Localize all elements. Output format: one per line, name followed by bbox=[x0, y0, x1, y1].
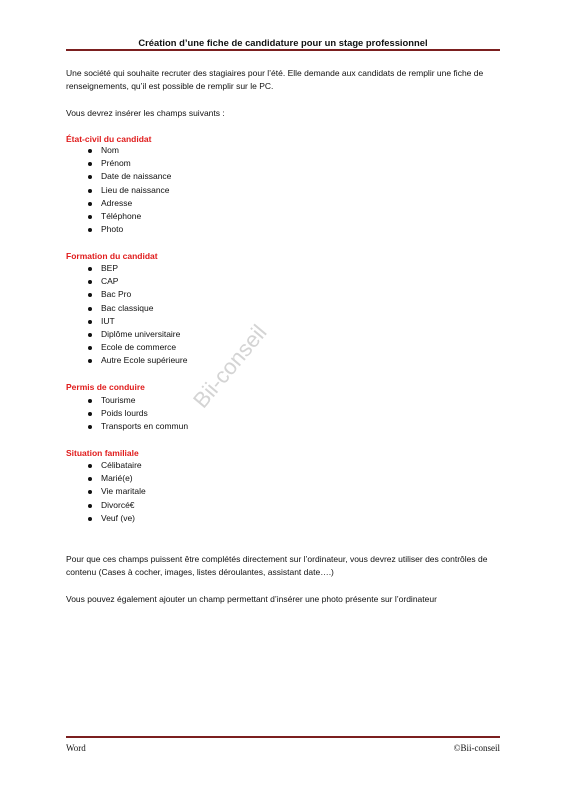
list-item: Célibataire bbox=[88, 459, 146, 472]
list-item: Marié(e) bbox=[88, 472, 146, 485]
list-item: BEP bbox=[88, 262, 187, 275]
list-item: IUT bbox=[88, 315, 187, 328]
list-item: CAP bbox=[88, 275, 187, 288]
footer-rule bbox=[66, 736, 500, 738]
formation-list bbox=[88, 262, 187, 368]
list-item: Prénom bbox=[88, 157, 171, 170]
etat-civil-list bbox=[88, 144, 171, 236]
section-title-permis: Permis de conduire bbox=[66, 382, 145, 392]
list-item: Photo bbox=[88, 223, 171, 236]
footer-left-text: Word bbox=[66, 743, 86, 753]
list-item: Poids lourds bbox=[88, 407, 188, 420]
instruction-paragraph: Vous devrez insérer les champs suivants : bbox=[66, 108, 225, 118]
permis-list bbox=[88, 394, 188, 434]
list-item: Bac Pro bbox=[88, 288, 187, 301]
section-title-formation: Formation du candidat bbox=[66, 251, 158, 261]
controls-paragraph: Pour que ces champs puissent être complétés directement sur l’ordinateur, vous devrez utiliser des contrôles de contenu (Cases à cocher, images, listes déroulantes, assistant date….) bbox=[66, 554, 488, 578]
intro-paragraph: Une société qui souhaite recruter des stagiaires pour l’été. Elle demande aux candidats de remplir une fiche de renseignements, qu’il est possible de remplir sur le PC. bbox=[66, 68, 484, 92]
watermark: Bii-conseil bbox=[188, 319, 272, 413]
list-item: Adresse bbox=[88, 197, 171, 210]
list-item: Vie maritale bbox=[88, 485, 146, 498]
page-title: Création d’une fiche de candidature pour un stage professionnel bbox=[138, 37, 428, 48]
list-item: Bac classique bbox=[88, 302, 187, 315]
list-item: Veuf (ve) bbox=[88, 512, 146, 525]
footer-right-text: ©Bii-conseil bbox=[453, 743, 500, 753]
situation-list bbox=[88, 459, 146, 525]
list-item: Tourisme bbox=[88, 394, 188, 407]
list-item: Lieu de naissance bbox=[88, 184, 171, 197]
list-item: Ecole de commerce bbox=[88, 341, 187, 354]
list-item: Diplôme universitaire bbox=[88, 328, 187, 341]
photo-paragraph: Vous pouvez également ajouter un champ permettant d’insérer une photo présente sur l’ordinateur bbox=[66, 594, 437, 604]
list-item: Nom bbox=[88, 144, 171, 157]
section-title-etat-civil: État-civil du candidat bbox=[66, 134, 152, 144]
list-item: Téléphone bbox=[88, 210, 171, 223]
list-item: Transports en commun bbox=[88, 420, 188, 433]
list-item: Date de naissance bbox=[88, 170, 171, 183]
section-title-situation: Situation familiale bbox=[66, 448, 139, 458]
list-item: Divorcé€ bbox=[88, 499, 146, 512]
title-rule bbox=[66, 49, 500, 51]
list-item: Autre Ecole supérieure bbox=[88, 354, 187, 367]
